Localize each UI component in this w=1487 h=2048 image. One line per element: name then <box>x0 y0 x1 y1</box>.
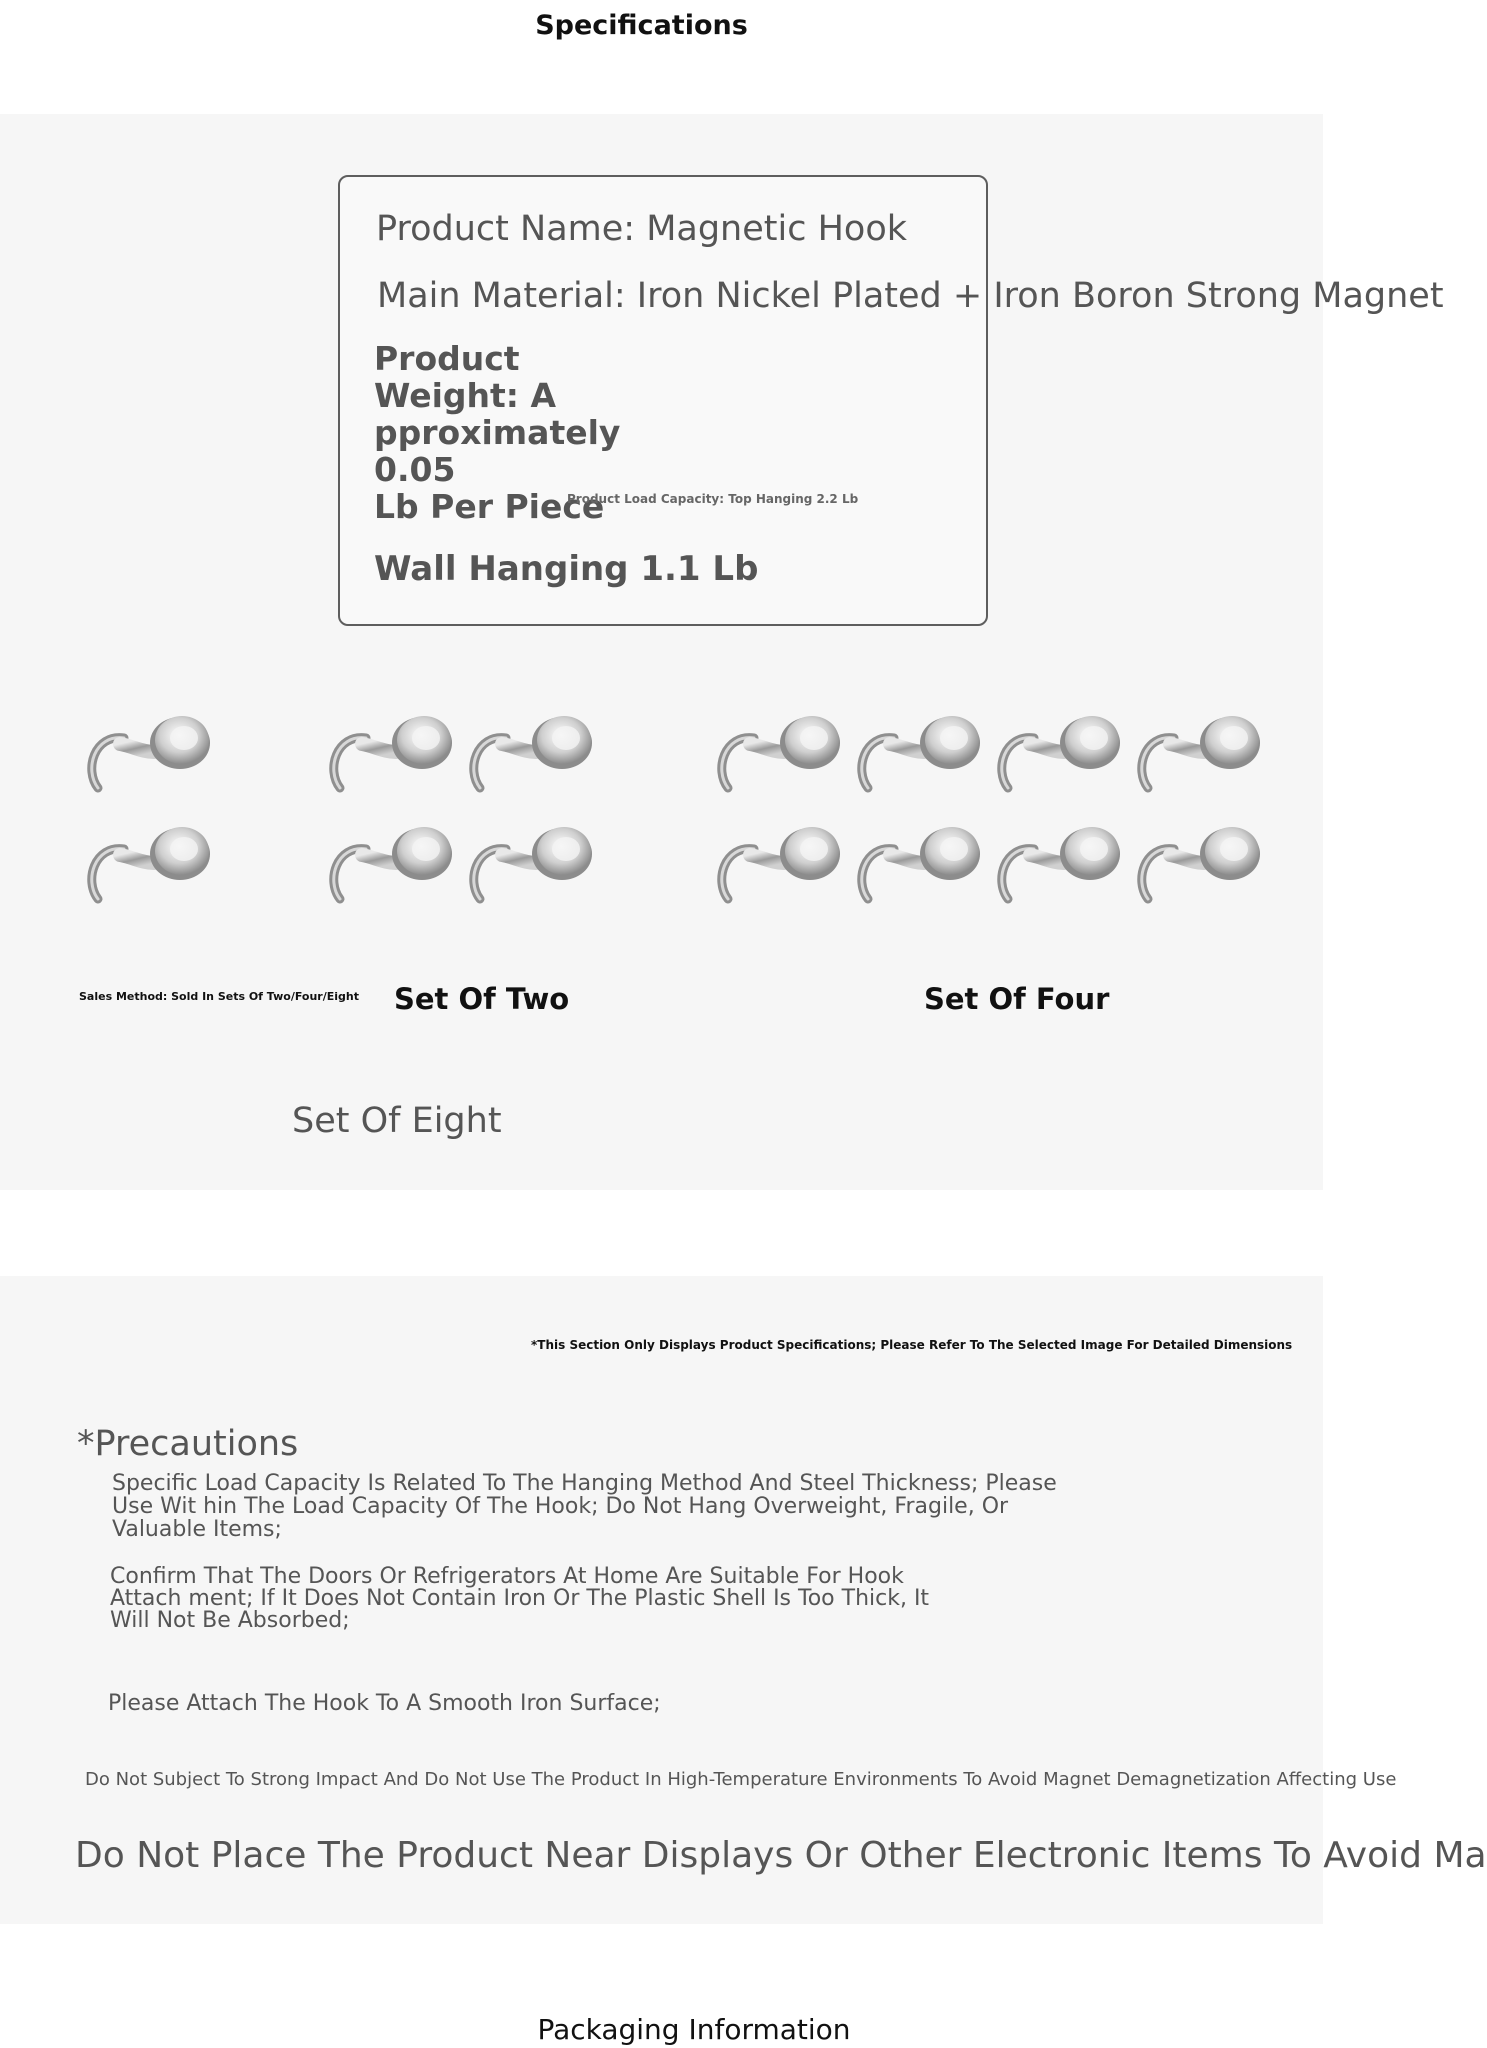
product-weight-line: Lb Per Piece <box>374 487 605 526</box>
magnetic-hook-icon <box>462 700 602 805</box>
precaution-item: Specific Load Capacity Is Related To The Hanging Method And Steel Thickness; Please Use Wit hin The Load Capacity Of The Hook; Do Not Hang Overweight, Fragile, Or Valuable Items; <box>112 1471 1057 1542</box>
set-of-four-label: Set Of Four <box>924 982 1110 1016</box>
magnetic-hook-icon <box>710 700 850 805</box>
product-name: Product Name: Magnetic Hook <box>376 209 907 249</box>
product-weight-line: pproximately 0.05 <box>374 413 621 489</box>
set-of-two-label: Set Of Two <box>394 982 570 1016</box>
wall-hanging-capacity: Wall Hanging 1.1 Lb <box>374 549 759 589</box>
load-capacity: Product Load Capacity: Top Hanging 2.2 Lb <box>567 492 859 506</box>
packaging-title: Packaging Information <box>537 2013 851 2046</box>
magnetic-hook-icon <box>322 811 462 916</box>
magnetic-hook-icon <box>1130 811 1270 916</box>
magnetic-hook-icon <box>990 700 1130 805</box>
magnetic-hook-icon <box>990 811 1130 916</box>
hooks-set-of-four <box>322 700 602 916</box>
magnetic-hook-icon <box>710 811 850 916</box>
specifications-title: Specifications <box>535 10 748 41</box>
product-weight-line: Product Weight: A <box>374 339 557 415</box>
precaution-item: Do Not Place The Product Near Displays Or Other Electronic Items To Avoid Ma <box>75 1835 1487 1876</box>
magnetic-hook-icon <box>322 700 462 805</box>
magnetic-hook-icon <box>80 811 220 916</box>
magnetic-hook-icon <box>850 700 990 805</box>
set-of-eight-label: Set Of Eight <box>292 1101 502 1141</box>
hooks-set-of-eight <box>710 700 1270 916</box>
dimensions-disclaimer: *This Section Only Displays Product Specifications; Please Refer To The Selected Image For Detailed Dimensions <box>531 1338 1293 1352</box>
sales-method: Sales Method: Sold In Sets Of Two/Four/Eight <box>79 990 359 1003</box>
magnetic-hook-icon <box>462 811 602 916</box>
magnetic-hook-icon <box>1130 700 1270 805</box>
magnetic-hook-icon <box>80 700 220 805</box>
precaution-item: Do Not Subject To Strong Impact And Do Not Use The Product In High-Temperature Environments To Avoid Magnet Demagnetization Affecting Use <box>85 1769 1397 1790</box>
precaution-item: Confirm That The Doors Or Refrigerators At Home Are Suitable For Hook Attach ment; If It Does Not Contain Iron Or The Plastic Shell Is Too Thick, It Will Not Be Absorbed; <box>110 1564 930 1633</box>
precautions-title: *Precautions <box>77 1424 299 1464</box>
hooks-set-of-two <box>80 700 220 916</box>
magnetic-hook-icon <box>850 811 990 916</box>
main-material: Main Material: Iron Nickel Plated + Iron Boron Strong Magnet <box>377 276 1444 316</box>
precaution-item: Please Attach The Hook To A Smooth Iron Surface; <box>108 1691 661 1716</box>
